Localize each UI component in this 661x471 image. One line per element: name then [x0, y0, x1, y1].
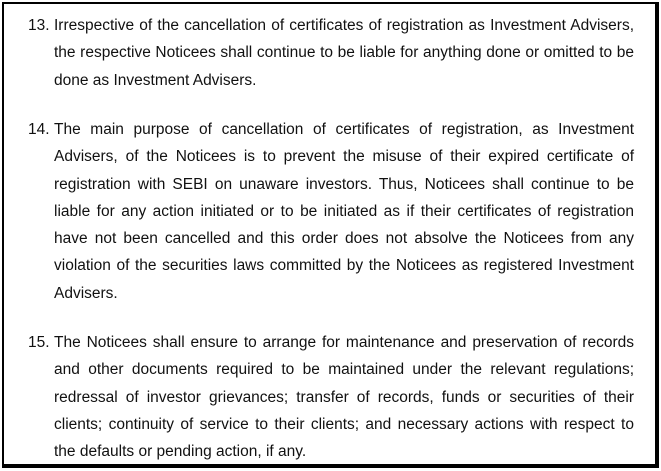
paragraph-13: [28, 12, 634, 94]
paragraph-number: 14.: [28, 121, 50, 138]
paragraph-number: 15.: [28, 334, 50, 351]
paragraph-text: Irrespective of the cancellation of certificates of registration as Investment Advisers, the respective Noticees shall continue to be liable for anything done or omitted to be done as Investment Advisers.: [54, 17, 634, 89]
document-frame: [2, 2, 659, 468]
paragraph-15: [28, 329, 634, 465]
paragraph-text: The main purpose of cancellation of certificates of registration, as Investment Advisers, of the Noticees is to prevent the misuse of their expired certificate of registration with SEBI on unaware investors. Thus, Noticees shall continue to be liable for any action initiated or to be initiated as if their certificates of registration have not been cancelled and this order does not absolve the Noticees from any violation of the securities laws committed by the Noticees as registered Investment Advisers.: [54, 121, 634, 302]
paragraph-14: [28, 116, 634, 307]
paragraph-number: 13.: [28, 17, 50, 34]
paragraph-text: The Noticees shall ensure to arrange for maintenance and preservation of records and other documents required to be maintained under the relevant regulations; redressal of investor grievances; transfer of records, funds or securities of their clients; continuity of service to their clients; and necessary actions with respect to the defaults or pending action, if any.: [54, 334, 634, 461]
